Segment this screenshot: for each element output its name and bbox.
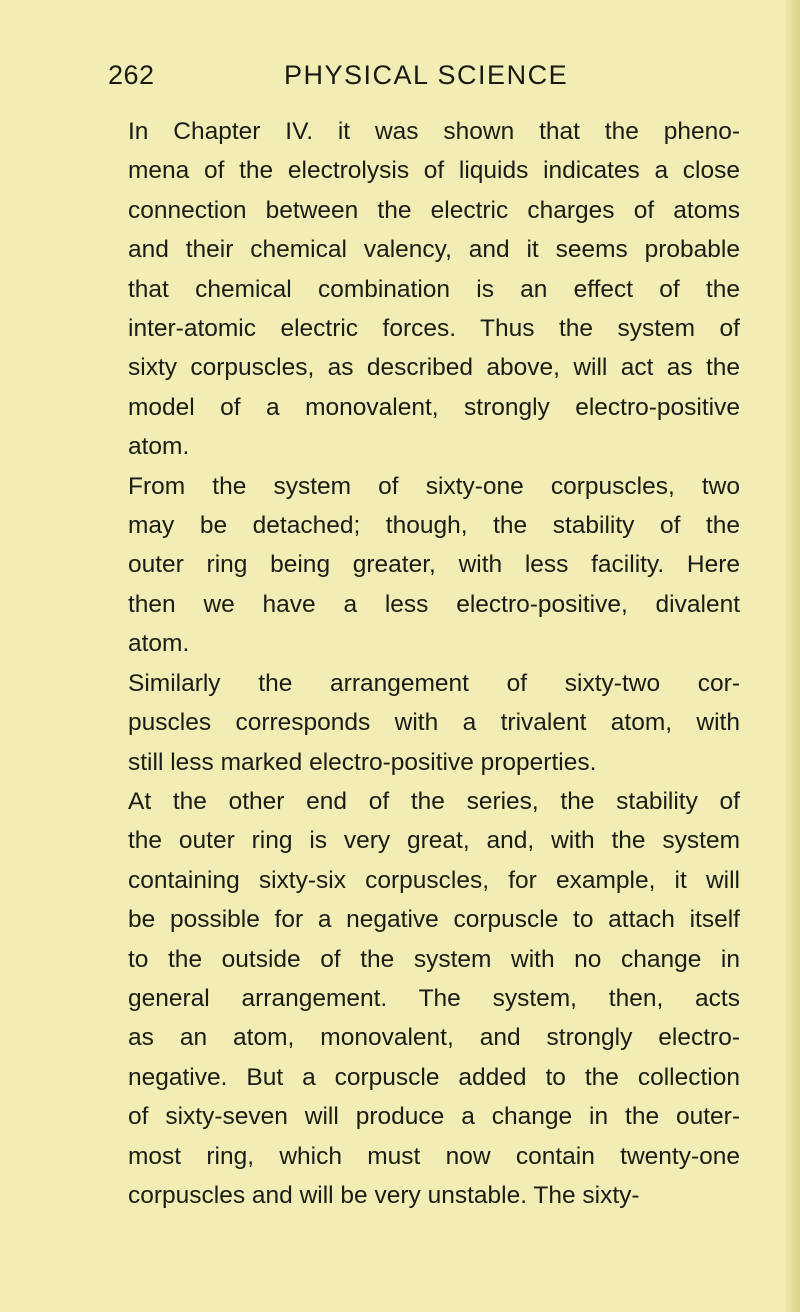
text-line: containing sixty-six corpuscles, for example, it will (128, 866, 740, 894)
text-line: sixty corpuscles, as described above, will act as the (128, 354, 740, 382)
text-line: may be detached; though, the stability of the (128, 512, 740, 540)
text-line: be possible for a negative corpuscle to attach itself (128, 906, 740, 934)
paragraph-2 (128, 467, 740, 664)
text-line: atom. (128, 630, 190, 658)
text-line: corpuscles and will be very unstable. The sixty- (128, 1181, 640, 1209)
text-line: the outer ring is very great, and, with the system (128, 827, 740, 855)
text-line: then we have a less electro-positive, divalent (128, 590, 740, 618)
paragraph-4 (128, 782, 740, 1215)
text-line: outer ring being greater, with less facility. Here (128, 551, 740, 579)
text-line: to the outside of the system with no change in (128, 945, 740, 973)
text-line: mena of the electrolysis of liquids indicates a close (128, 157, 740, 185)
text-line: From the system of sixty-one corpuscles, two (128, 472, 740, 500)
text-line: connection between the electric charges of atoms (128, 196, 740, 224)
text-line: as an atom, monovalent, and strongly electro- (128, 1024, 740, 1052)
body-text (128, 112, 740, 1215)
text-line: of sixty-seven will produce a change in the outer- (128, 1103, 740, 1131)
text-line: puscles corresponds with a trivalent atom, with (128, 709, 740, 737)
paragraph-1 (128, 112, 740, 467)
page-number: 262 (108, 60, 155, 90)
page-header (108, 60, 738, 96)
text-line: Similarly the arrangement of sixty-two cor- (128, 669, 740, 697)
text-line: atom. (128, 433, 190, 461)
text-line: inter-atomic electric forces. Thus the system of (128, 315, 740, 343)
text-line: At the other end of the series, the stability of (128, 787, 740, 815)
text-line: negative. But a corpuscle added to the collection (128, 1063, 740, 1091)
text-line: In Chapter IV. it was shown that the pheno- (128, 118, 740, 145)
text-line: model of a monovalent, strongly electro-positive (128, 393, 740, 421)
text-line: and their chemical valency, and it seems probable (128, 236, 740, 264)
running-title: PHYSICAL SCIENCE (284, 60, 569, 90)
page-edge-shadow (786, 0, 800, 1312)
text-line: most ring, which must now contain twenty-one (128, 1142, 740, 1170)
text-line: still less marked electro-positive properties. (128, 748, 597, 776)
paragraph-3 (128, 664, 740, 782)
text-line: general arrangement. The system, then, acts (128, 984, 740, 1012)
text-line: that chemical combination is an effect of the (128, 275, 740, 303)
